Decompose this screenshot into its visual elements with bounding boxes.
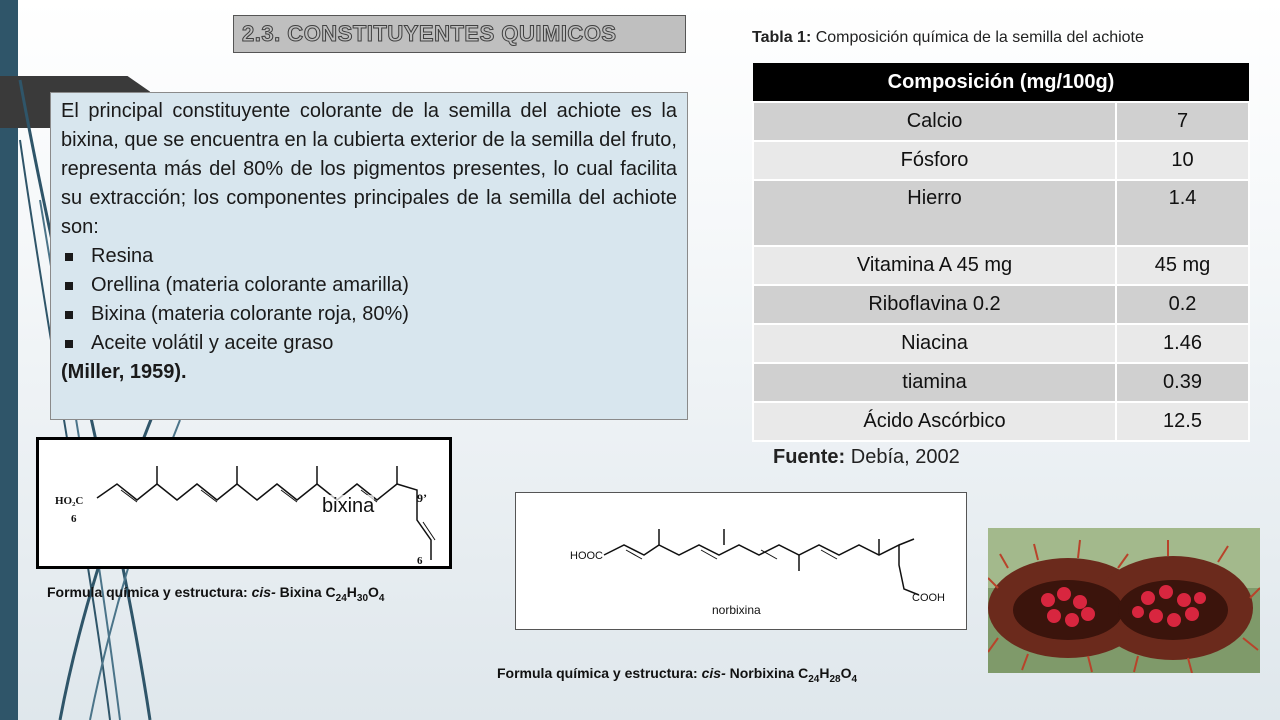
table-row xyxy=(753,246,1249,285)
bixin-caption: Formula química y estructura: cis- Bixina $C_{24}H_{30}O_4$ xyxy=(47,584,385,604)
table-cell: Hierro xyxy=(753,180,1116,246)
table-cell: tiamina xyxy=(753,363,1116,402)
table-cell: 45 mg xyxy=(1116,246,1249,285)
section-title-box xyxy=(233,15,686,53)
norbixin-structure-box xyxy=(515,492,967,630)
table-row xyxy=(753,363,1249,402)
bixin-structure-diagram xyxy=(39,440,449,566)
description-box xyxy=(50,92,688,420)
table-row xyxy=(753,285,1249,324)
table-row xyxy=(753,324,1249,363)
intro-paragraph: El principal constituyente colorante de la semilla del achiote es la bixina, que se encuentra en la cubierta exterior de la semilla del fruto, representa más del 80% de los pigmentos presentes, lo cual facilita su extracción; los componentes principales de la semilla del achiote son: xyxy=(61,100,677,238)
table-cell: 7 xyxy=(1116,102,1249,141)
table-cell: Ácido Ascórbico xyxy=(753,402,1116,441)
achiote-fruit-photo xyxy=(988,528,1260,673)
struct-label: HOOC xyxy=(570,550,603,562)
norbixin-label: norbixina xyxy=(712,603,761,617)
struct-label: 6 xyxy=(71,513,77,525)
square-bullet-icon xyxy=(65,340,73,348)
square-bullet-icon xyxy=(65,282,73,290)
norbixin-caption: Formula química y estructura: cis- Norbixina $C_{24}H_{28}O_4$ xyxy=(497,665,858,685)
list-item: Orellina (materia colorante amarilla) xyxy=(61,271,677,300)
list-item: Resina xyxy=(61,242,677,271)
table-row xyxy=(753,180,1249,246)
square-bullet-icon xyxy=(65,311,73,319)
bixin-label: bixina xyxy=(322,495,375,517)
square-bullet-icon xyxy=(65,253,73,261)
struct-label: HO₂C xyxy=(55,495,84,507)
table-caption: Tabla 1: Composición química de la semilla del achiote xyxy=(752,29,1144,46)
table-cell: Vitamina A 45 mg xyxy=(753,246,1116,285)
list-item: Bixina (materia colorante roja, 80%) xyxy=(61,300,677,329)
table-row xyxy=(753,102,1249,141)
achiote-illustration xyxy=(988,528,1260,673)
table-source: Fuente: Debía, 2002 xyxy=(773,446,960,468)
table-row xyxy=(753,141,1249,180)
table-cell: 0.2 xyxy=(1116,285,1249,324)
struct-label: COOH xyxy=(912,592,945,604)
struct-label: 6 xyxy=(417,555,423,566)
citation: (Miller, 1959). xyxy=(61,361,187,383)
norbixin-structure-diagram xyxy=(516,493,966,629)
composition-table xyxy=(752,63,1250,442)
table-cell: 12.5 xyxy=(1116,402,1249,441)
table-cell: Niacina xyxy=(753,324,1116,363)
table-cell: 1.4 xyxy=(1116,180,1249,246)
section-title: 2.3. CONSTITUYENTES QUIMICOS xyxy=(242,21,617,46)
list-item: Aceite volátil y aceite graso xyxy=(61,329,677,358)
table-cell: Calcio xyxy=(753,102,1116,141)
table-row xyxy=(753,402,1249,441)
bixin-structure-box xyxy=(36,437,452,569)
table-header: Composición (mg/100g) xyxy=(753,63,1249,102)
table-cell: Riboflavina 0.2 xyxy=(753,285,1116,324)
components-list xyxy=(61,242,677,358)
table-cell: Fósforo xyxy=(753,141,1116,180)
table-cell: 10 xyxy=(1116,141,1249,180)
struct-label: 9’ xyxy=(417,491,427,505)
table-cell: 1.46 xyxy=(1116,324,1249,363)
table-cell: 0.39 xyxy=(1116,363,1249,402)
